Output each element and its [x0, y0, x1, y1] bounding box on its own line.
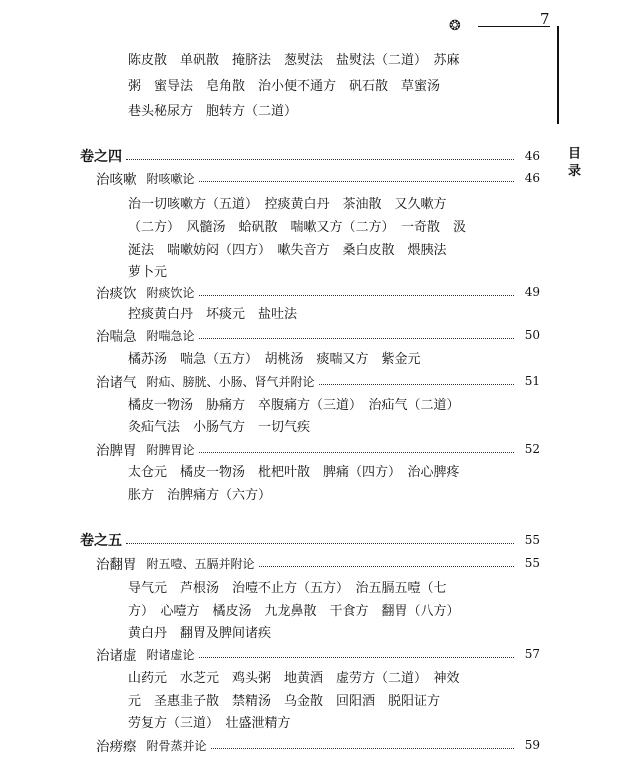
section-heading: [96, 439, 540, 459]
volume-heading: [80, 530, 540, 550]
header-vertical-rule: [557, 26, 559, 124]
entry-line: 导气元 芦根汤 治噎不止方（五方） 治五膈五噎（七: [128, 581, 447, 596]
leader-dots: [126, 158, 514, 160]
section-page: 57: [524, 647, 540, 661]
entry-line: 胀方 治脾痛方（六方）: [128, 488, 272, 503]
leader-dots: [319, 383, 514, 385]
section-heading: [96, 168, 540, 188]
entry-line: 治一切咳嗽方（五道） 控痰黄白丹 茶油散 又久嗽方: [128, 197, 447, 212]
entry-line: 劳复方（三道） 壮盛泄精方: [128, 716, 291, 731]
section-page: 55: [524, 556, 540, 570]
entry-line: 陈皮散 单矾散 掩脐法 葱熨法 盐熨法（二道） 苏麻: [128, 53, 460, 68]
section-subtitle: 附五噎、五膈并附论: [146, 556, 255, 571]
section-title: 治痨瘵: [96, 739, 137, 755]
leader-dots: [211, 747, 514, 749]
section-heading: [96, 644, 540, 664]
volume-page: 55: [524, 533, 540, 547]
section-heading: [96, 282, 540, 302]
section-title: 治脾胃: [96, 443, 137, 459]
leader-dots: [259, 565, 514, 567]
section-heading: [96, 553, 540, 573]
volume-title: 卷之五: [80, 533, 122, 549]
entry-line: 萝卜元: [128, 265, 168, 280]
entry-line: 巷头秘尿方 胞转方（二道）: [128, 104, 298, 119]
section-page: 51: [524, 374, 540, 388]
section-title: 治翻胃: [96, 557, 137, 573]
section-page: 52: [524, 442, 540, 456]
leader-dots: [199, 337, 514, 339]
entry-line: 太仓元 橘皮一物汤 枇杷叶散 脾痛（四方） 治心脾疼: [128, 465, 460, 480]
entry-line: 涎法 喘嗽妨闷（四方） 嗽失音方 桑白皮散 煨胰法: [128, 243, 447, 258]
page-number: 7: [540, 10, 550, 28]
section-subtitle: 附疝、膀胱、小肠、肾气并附论: [146, 374, 315, 389]
volume-heading: [80, 146, 540, 166]
section-page: 49: [524, 285, 540, 299]
volume-title: 卷之四: [80, 149, 122, 165]
section-heading: [96, 735, 540, 755]
section-heading: [96, 325, 540, 345]
section-page: 50: [524, 328, 540, 342]
section-subtitle: 附骨蒸并论: [146, 738, 207, 753]
section-title: 治诸虚: [96, 648, 137, 664]
entry-line: 橘苏汤 喘急（五方） 胡桃汤 痰喘又方 紫金元: [128, 352, 421, 367]
section-title: 治喘急: [96, 329, 137, 345]
section-page: 46: [524, 171, 540, 185]
section-subtitle: 附诸虚论: [146, 647, 195, 662]
section-page: 59: [524, 738, 540, 752]
leader-dots: [199, 180, 514, 182]
entry-line: （二方） 风髓汤 蛤矾散 喘嗽又方（二方） 一奇散 汲: [128, 220, 467, 235]
entry-line: 元 圣惠韭子散 禁精汤 乌金散 回阳酒 脱阳证方: [128, 694, 441, 709]
leader-dots: [199, 451, 514, 453]
side-label: 目 录: [565, 146, 580, 177]
entry-line: 粥 蜜导法 皂角散 治小便不通方 矾石散 草蜜汤: [128, 79, 441, 94]
section-title: 治诸气: [96, 375, 137, 391]
section-title: 治咳嗽: [96, 172, 137, 188]
section-subtitle: 附痰饮论: [146, 285, 195, 300]
section-subtitle: 附咳嗽论: [146, 171, 195, 186]
entry-line: 山药元 水芝元 鸡头粥 地黄酒 虚劳方（二道） 神效: [128, 671, 460, 686]
entry-line: 方） 心噎方 橘皮汤 九龙鼻散 干食方 翻胃（八方）: [128, 604, 460, 619]
section-title: 治痰饮: [96, 286, 137, 302]
volume-page: 46: [524, 149, 540, 163]
leader-dots: [126, 542, 514, 544]
entry-line: 黄白丹 翻胃及脾间诸疾: [128, 626, 272, 641]
section-subtitle: 附脾胃论: [146, 442, 195, 457]
leader-dots: [199, 656, 514, 658]
section-heading: [96, 371, 540, 391]
header-ornament: ❂: [449, 18, 461, 34]
entry-line: 灸疝气法 小肠气方 一切气疾: [128, 420, 311, 435]
leader-dots: [199, 294, 514, 296]
section-subtitle: 附喘急论: [146, 328, 195, 343]
entry-line: 控痰黄白丹 坏痰元 盐吐法: [128, 307, 298, 322]
entry-line: 橘皮一物汤 胁痛方 卒腹痛方（三道） 治疝气（二道）: [128, 398, 460, 413]
